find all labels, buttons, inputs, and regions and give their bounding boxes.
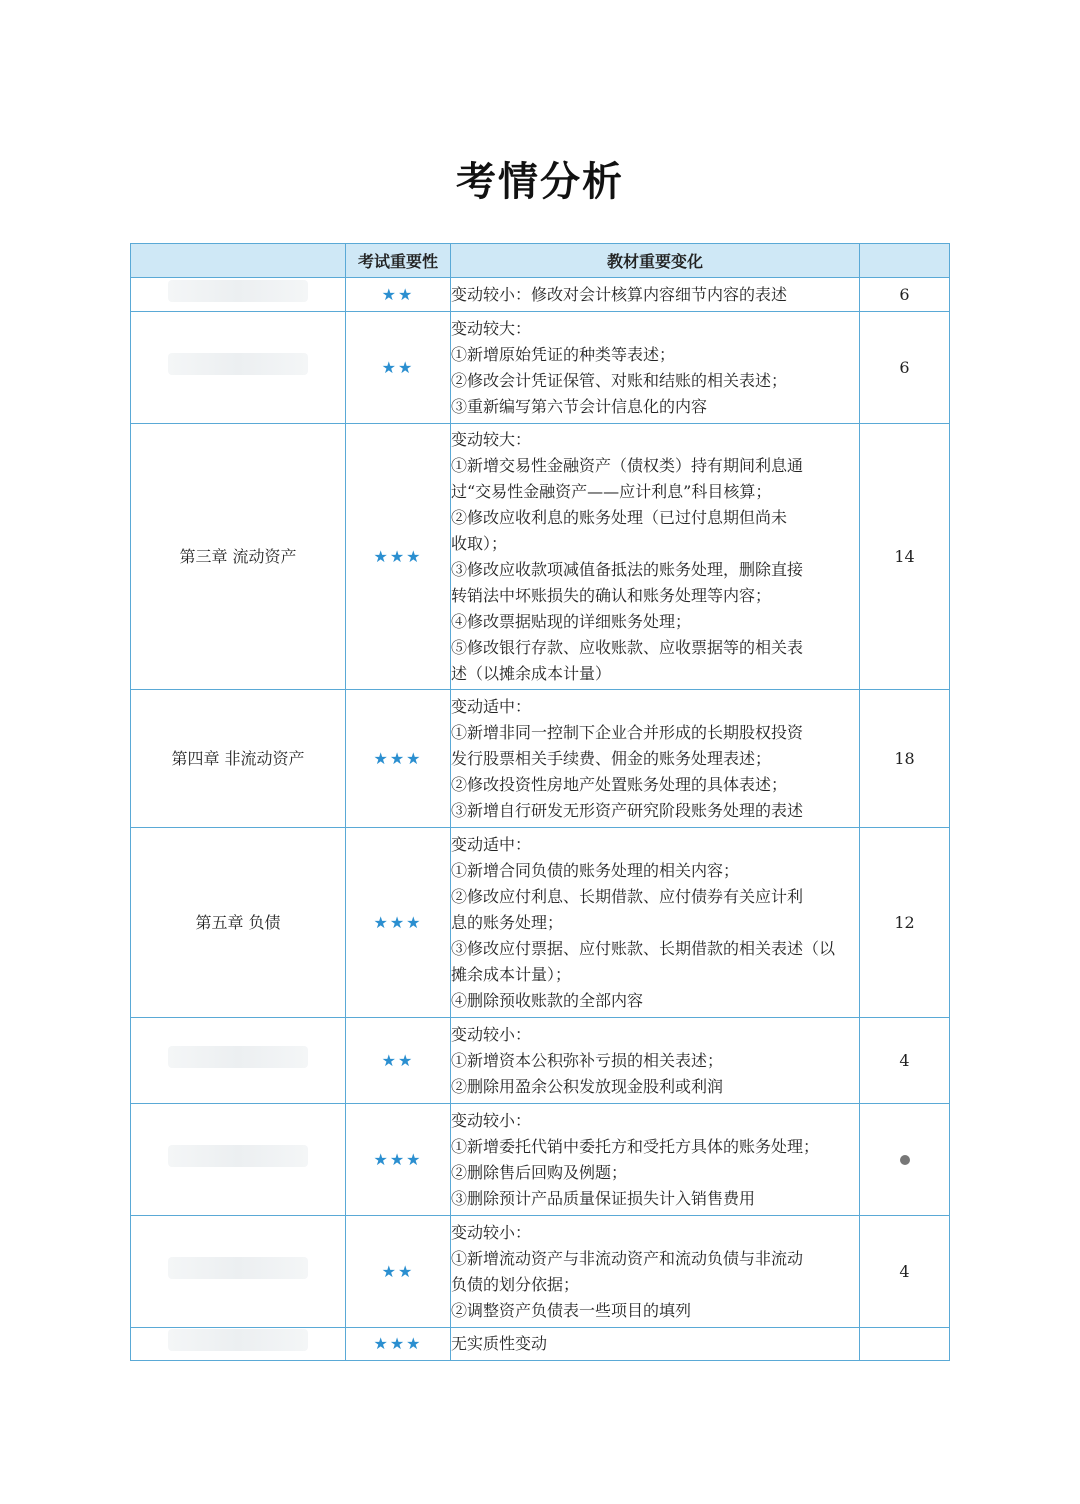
changes-cell [451,424,860,690]
change-line: ①新增资本公积弥补亏损的相关表述； [451,1050,724,1070]
change-line: ③修改应付票据、应付账款、长期借款的相关表述（以 [451,938,836,958]
blurred-chapter-placeholder [168,1329,308,1351]
change-line: ①新增流动资产与非流动资产和流动负债与非流动 [451,1248,804,1268]
chapter-name: 第三章 流动资产 [179,546,297,566]
score-cell [860,1216,950,1328]
change-line: 变动较大： [451,318,532,338]
change-line: 息的账务处理； [451,912,564,932]
header-changes: 教材重要变化 [451,244,860,278]
chapter-name: 第五章 负债 [195,912,281,932]
header-importance: 考试重要性 [346,244,451,278]
header-score [860,244,950,278]
table-row [131,312,950,424]
change-line: ②修改会计凭证保管、对账和结账的相关表述； [451,370,788,390]
chapter-cell [131,312,346,424]
change-line: ③新增自行研发无形资产研究阶段账务处理的表述 [451,800,804,820]
importance-stars: ★★ [346,312,451,424]
score-value: 18 [894,748,915,768]
change-line: ②修改投资性房地产处置账务处理的具体表述； [451,774,788,794]
change-line: 变动较小： [451,1222,532,1242]
change-line: 变动适中： [451,696,532,716]
change-line: ①新增交易性金融资产（债权类）持有期间利息通 [451,455,804,475]
table-row [131,1216,950,1328]
changes-cell [451,1104,860,1216]
page-title: 考情分析 [456,159,624,205]
chapter-cell [131,1328,346,1361]
change-line: ②调整资产负债表一些项目的填列 [451,1300,692,1320]
change-line: ①新增非同一控制下企业合并形成的长期股权投资 [451,722,804,742]
chapter-cell [131,278,346,312]
blurred-score-placeholder [900,1155,910,1165]
change-line: ①新增委托代销中委托方和受托方具体的账务处理； [451,1136,820,1156]
blurred-chapter-placeholder [168,280,308,302]
importance-stars: ★★★ [346,690,451,828]
chapter-cell [131,424,346,690]
changes-cell [451,1018,860,1104]
blurred-chapter-placeholder [168,1257,308,1279]
importance-stars: ★★★ [346,828,451,1018]
change-line: 无实质性变动 [451,1334,548,1353]
chapter-cell [131,1104,346,1216]
changes-cell [451,1216,860,1328]
importance-stars: ★★ [346,1018,451,1104]
change-line: 摊余成本计量）； [451,964,572,984]
header-chapter [131,244,346,278]
score-cell [860,1328,950,1361]
change-line: ④修改票据贴现的详细账务处理； [451,611,692,631]
exam-analysis-table [130,243,950,1361]
table-row [131,424,950,690]
score-value: 12 [894,912,915,932]
score-value: 4 [899,1050,910,1070]
score-value: 6 [899,357,910,377]
change-line: ①新增合同负债的账务处理的相关内容； [451,860,740,880]
blurred-chapter-placeholder [168,353,308,375]
change-line: ⑤修改银行存款、应收账款、应收票据等的相关表 [451,637,804,657]
table-row [131,278,950,312]
score-cell [860,1104,950,1216]
changes-cell [451,828,860,1018]
change-line: 述（以摊余成本计量） [451,663,612,683]
table-row [131,1328,950,1361]
importance-stars: ★★★ [346,424,451,690]
change-line: 过“交易性金融资产——应计利息”科目核算； [451,481,772,501]
change-line: ①新增原始凭证的种类等表述； [451,344,676,364]
chapter-cell [131,690,346,828]
score-cell [860,828,950,1018]
changes-cell [451,278,860,312]
change-line: ②删除售后回购及例题； [451,1162,628,1182]
importance-stars: ★★★ [346,1104,451,1216]
score-value: 4 [899,1261,910,1281]
change-line: 负债的划分依据； [451,1274,580,1294]
table-row [131,690,950,828]
change-line: 变动适中： [451,834,532,854]
change-line: ②删除用盈余公积发放现金股利或利润 [451,1076,724,1096]
change-line: 变动较小： [451,1024,532,1044]
blurred-chapter-placeholder [168,1046,308,1068]
changes-cell [451,312,860,424]
chapter-cell [131,1216,346,1328]
change-line: 变动较小： [451,1110,532,1130]
score-cell [860,1018,950,1104]
change-line: ②修改应收利息的账务处理（已过付息期但尚未 [451,507,788,527]
change-line: 收取）； [451,533,508,553]
change-line: 发行股票相关手续费、佣金的账务处理表述； [451,748,772,768]
blurred-chapter-placeholder [168,1145,308,1167]
changes-cell [451,1328,860,1361]
change-line: ④删除预收账款的全部内容 [451,990,644,1010]
score-cell [860,278,950,312]
change-line: ③删除预计产品质量保证损失计入销售费用 [451,1188,756,1208]
table-row [131,1018,950,1104]
change-line: 变动较大： [451,429,532,449]
importance-stars: ★★★ [346,1328,451,1361]
chapter-cell [131,1018,346,1104]
change-line: 变动较小：修改对会计核算内容细节内容的表述 [451,284,788,304]
table-row [131,1104,950,1216]
change-line: ③修改应收款项减值备抵法的账务处理，删除直接 [451,559,804,579]
table-header-row [131,244,950,278]
chapter-name: 第四章 非流动资产 [171,748,305,768]
score-cell [860,312,950,424]
score-value: 14 [894,546,915,566]
importance-stars: ★★ [346,1216,451,1328]
chapter-cell [131,828,346,1018]
table-row [131,828,950,1018]
importance-stars: ★★ [346,278,451,312]
change-line: ③重新编写第六节会计信息化的内容 [451,396,708,416]
change-line: 转销法中坏账损失的确认和账务处理等内容； [451,585,772,605]
score-cell [860,690,950,828]
score-value: 6 [899,284,910,304]
change-line: ②修改应付利息、长期借款、应付债券有关应计利 [451,886,804,906]
score-cell [860,424,950,690]
changes-cell [451,690,860,828]
